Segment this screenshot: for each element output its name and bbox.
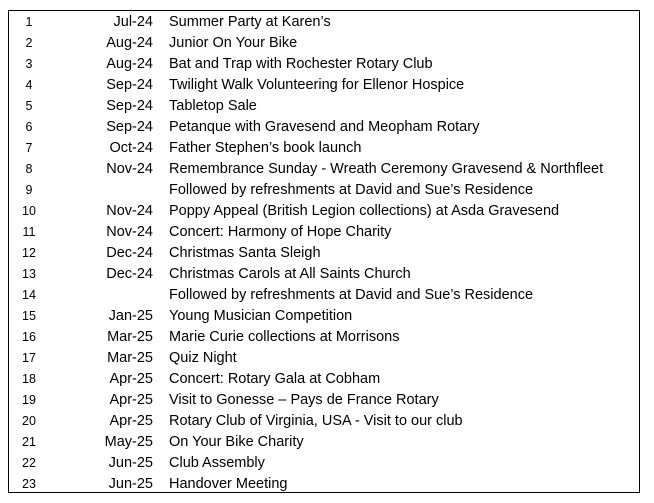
event-date: Oct-24 <box>109 140 153 156</box>
event-title: Followed by refreshments at David and Sue’s Residence <box>169 287 534 303</box>
event-title: Tabletop Sale <box>169 98 257 114</box>
row-number: 11 <box>22 225 36 239</box>
event-title: On Your Bike Charity <box>169 434 304 450</box>
event-title: Summer Party at Karen’s <box>169 14 331 30</box>
row-number: 14 <box>22 288 36 302</box>
table-row <box>9 54 639 75</box>
table-row <box>9 306 639 327</box>
table-row <box>9 411 639 432</box>
event-title: Christmas Carols at All Saints Church <box>169 266 411 282</box>
row-number: 9 <box>25 183 33 197</box>
event-title: Handover Meeting <box>169 476 288 492</box>
row-number: 15 <box>22 309 36 323</box>
event-date: Apr-25 <box>109 371 153 387</box>
table-row <box>9 159 639 180</box>
event-date: Dec-24 <box>106 266 153 282</box>
event-title: Bat and Trap with Rochester Rotary Club <box>169 56 433 72</box>
row-number: 1 <box>25 15 33 29</box>
event-date: Nov-24 <box>106 203 153 219</box>
event-date: Sep-24 <box>106 119 153 135</box>
row-number: 6 <box>25 120 33 134</box>
event-title: Followed by refreshments at David and Sue’s Residence <box>169 182 534 198</box>
table-row <box>9 453 639 474</box>
table-row <box>9 264 639 285</box>
row-number: 7 <box>25 141 33 155</box>
row-number: 3 <box>25 57 33 71</box>
event-date: Mar-25 <box>107 350 153 366</box>
event-title: Visit to Gonesse – Pays de France Rotary <box>169 392 439 408</box>
table-row <box>9 327 639 348</box>
event-title: Petanque with Gravesend and Meopham Rotary <box>169 119 480 135</box>
event-date: Sep-24 <box>106 77 153 93</box>
row-number: 22 <box>22 456 36 470</box>
table-row <box>9 222 639 243</box>
event-title: Club Assembly <box>169 455 265 471</box>
row-number: 17 <box>22 351 36 365</box>
event-title: Marie Curie collections at Morrisons <box>169 329 400 345</box>
event-date: Aug-24 <box>106 56 153 72</box>
event-title: Christmas Santa Sleigh <box>169 245 321 261</box>
table-row <box>9 117 639 138</box>
event-title: Concert: Rotary Gala at Cobham <box>169 371 381 387</box>
table-row <box>9 243 639 264</box>
event-date: Jul-24 <box>113 14 153 30</box>
table-row <box>9 96 639 117</box>
event-date: May-25 <box>104 434 153 450</box>
event-title: Quiz Night <box>169 350 237 366</box>
table-row <box>9 75 639 96</box>
table-row <box>9 12 639 33</box>
row-number: 12 <box>22 246 36 260</box>
event-title: Concert: Harmony of Hope Charity <box>169 224 392 240</box>
event-title: Remembrance Sunday - Wreath Ceremony Gravesend & Northfleet <box>169 161 604 177</box>
events-table <box>8 10 640 493</box>
event-date: Apr-25 <box>109 392 153 408</box>
table-row <box>9 180 639 201</box>
event-date: Sep-24 <box>106 98 153 114</box>
row-number: 5 <box>25 99 33 113</box>
event-title: Poppy Appeal (British Legion collections) at Asda Gravesend <box>169 203 560 219</box>
row-number: 4 <box>25 78 33 92</box>
event-date: Aug-24 <box>106 35 153 51</box>
table-row <box>9 390 639 411</box>
table-row <box>9 432 639 453</box>
table-row <box>9 369 639 390</box>
event-title: Young Musician Competition <box>169 308 353 324</box>
table-row <box>9 33 639 54</box>
row-number: 16 <box>22 330 36 344</box>
table-row <box>9 348 639 369</box>
event-date: Apr-25 <box>109 413 153 429</box>
row-number: 2 <box>25 36 33 50</box>
event-date: Jun-25 <box>108 455 153 471</box>
event-date: Nov-24 <box>106 224 153 240</box>
row-number: 23 <box>22 477 36 491</box>
table-row <box>9 285 639 306</box>
row-number: 19 <box>22 393 36 407</box>
row-number: 21 <box>22 435 36 449</box>
event-title: Twilight Walk Volunteering for Ellenor Hospice <box>169 77 465 93</box>
event-date: Nov-24 <box>106 161 153 177</box>
event-title: Rotary Club of Virginia, USA - Visit to our club <box>169 413 463 429</box>
row-number: 20 <box>22 414 36 428</box>
event-title: Junior On Your Bike <box>169 35 298 51</box>
event-date: Jun-25 <box>108 476 153 492</box>
row-number: 18 <box>22 372 36 386</box>
row-number: 8 <box>25 162 33 176</box>
event-title: Father Stephen’s book launch <box>169 140 362 156</box>
row-number: 13 <box>22 267 36 281</box>
table-row <box>9 138 639 159</box>
table-row <box>9 474 639 495</box>
table-row <box>9 201 639 222</box>
row-number: 10 <box>22 204 36 218</box>
event-date: Jan-25 <box>108 308 153 324</box>
event-date: Mar-25 <box>107 329 153 345</box>
event-date: Dec-24 <box>106 245 153 261</box>
